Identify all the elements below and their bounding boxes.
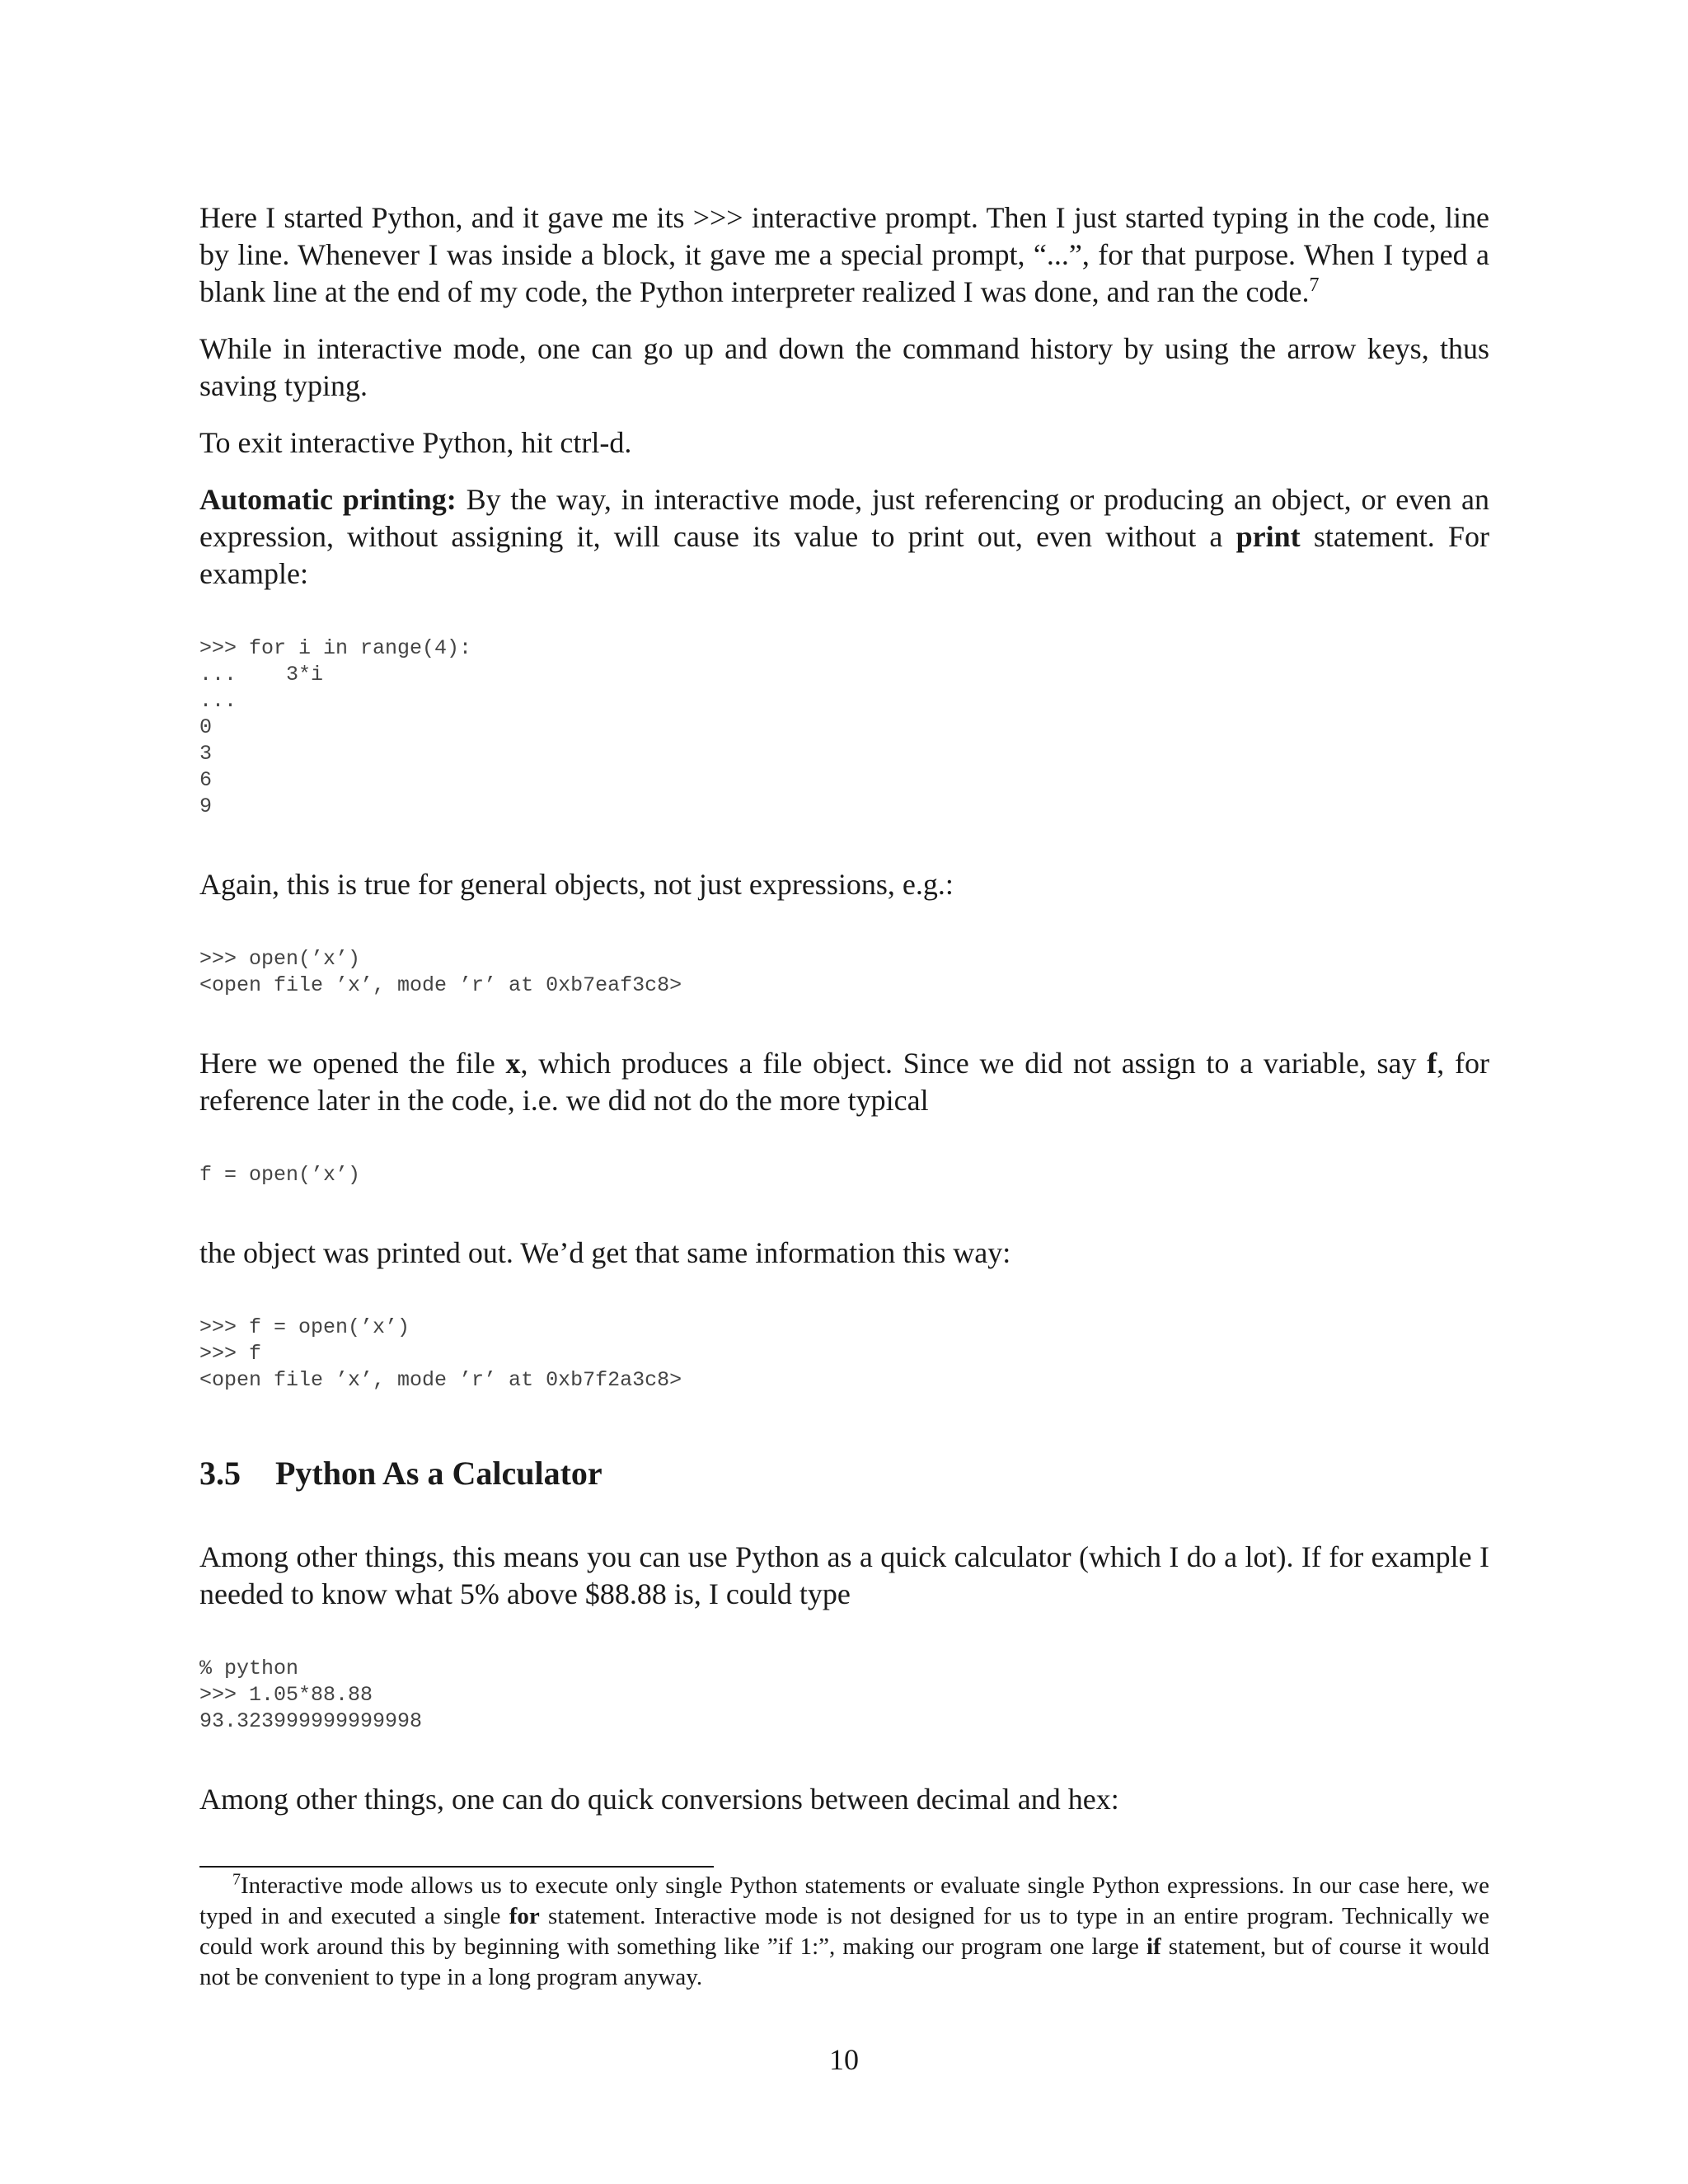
paragraph-automatic-printing <box>199 481 1489 593</box>
footnote-mark: 7 <box>232 1870 241 1889</box>
section-heading <box>199 1455 1489 1493</box>
code-block-calculator <box>199 1656 1489 1735</box>
code-text: >>> for i in range(4): ... 3*i ... 0 3 6 9 <box>199 636 472 818</box>
code-text: f = open(’x’) <box>199 1163 361 1187</box>
page-number: 10 <box>829 2043 859 2076</box>
code-text: >>> f = open(’x’) >>> f <open file ’x’, mode ’r’ at 0xb7f2a3c8> <box>199 1315 682 1392</box>
paragraph-interactive-prompt <box>199 199 1489 311</box>
code-text: % python >>> 1.05*88.88 93.323999999999998 <box>199 1657 423 1733</box>
page-body <box>199 199 1489 1838</box>
keyword-print: print <box>1236 520 1301 553</box>
paragraph-text: , which produces a file object. Since we did not assign to a variable, say <box>520 1047 1428 1080</box>
keyword-for: for <box>509 1903 540 1929</box>
footnote-text: statement. Interactive mode is not designed for us to type in an entire program. Technically we could work around this by beginning with something like ”if 1:”, making our program one large <box>199 1903 1489 1960</box>
footnote-text: Interactive mode allows us to execute only single Python statements or evaluate single Python expressions. In our case here, we typed in and executed a single <box>199 1872 1489 1929</box>
section-number: 3.5 <box>199 1455 241 1492</box>
code-block-assign <box>199 1162 1489 1188</box>
section-title: Python As a Calculator <box>275 1455 603 1492</box>
paragraph-general-objects: Again, this is true for general objects, not just expressions, e.g.: <box>199 868 954 901</box>
paragraph-text: By the way, in interactive mode, just referencing or producing an object, or even an expression, without assigning it, will cause its value to print out, even without a <box>199 483 1489 553</box>
footnote-rule <box>199 1866 714 1868</box>
paragraph-file-object <box>199 1045 1489 1119</box>
paragraph-label: Automatic printing: <box>199 483 457 516</box>
code-block-open <box>199 946 1489 999</box>
paragraph-text: statement. For example: <box>199 520 1489 590</box>
paragraph-command-history: While in interactive mode, one can go up and down the command history by using the arrow keys, thus saving typing. <box>199 332 1489 402</box>
paragraph-calculator: Among other things, this means you can use Python as a quick calculator (which I do a lot). If for example I needed to know what 5% above $88.88 is, I could type <box>199 1540 1489 1610</box>
paragraph-printed-out: the object was printed out. We’d get that same information this way: <box>199 1236 1011 1269</box>
paragraph-text: Here we opened the file <box>199 1047 506 1080</box>
footnote-text: statement, but of course it would not be convenient to type in a long program anyway. <box>199 1933 1489 1990</box>
footnote <box>199 1871 1489 1993</box>
paragraph-text: Here I started Python, and it gave me its >>> interactive prompt. Then I just started typing in the code, line by line. Whenever I was inside a block, it gave me a special prompt, “...”, for that purpose. When I typed a blank line at the end of my code, the Python interpreter realized I was done, and ran the code. <box>199 201 1489 308</box>
code-block-loop <box>199 635 1489 820</box>
code-block-assign-print <box>199 1315 1489 1394</box>
code-text: >>> open(’x’) <open file ’x’, mode ’r’ at 0xb7eaf3c8> <box>199 947 682 997</box>
paragraph-hex-conversion: Among other things, one can do quick conversions between decimal and hex: <box>199 1783 1119 1816</box>
keyword-if: if <box>1146 1933 1161 1960</box>
paragraph-exit: To exit interactive Python, hit ctrl-d. <box>199 426 632 459</box>
keyword-f: f <box>1427 1047 1437 1080</box>
keyword-x: x <box>505 1047 521 1080</box>
paragraph-text: , for reference later in the code, i.e. we did not do the more typical <box>199 1047 1489 1117</box>
footnote-marker: 7 <box>1309 274 1320 296</box>
